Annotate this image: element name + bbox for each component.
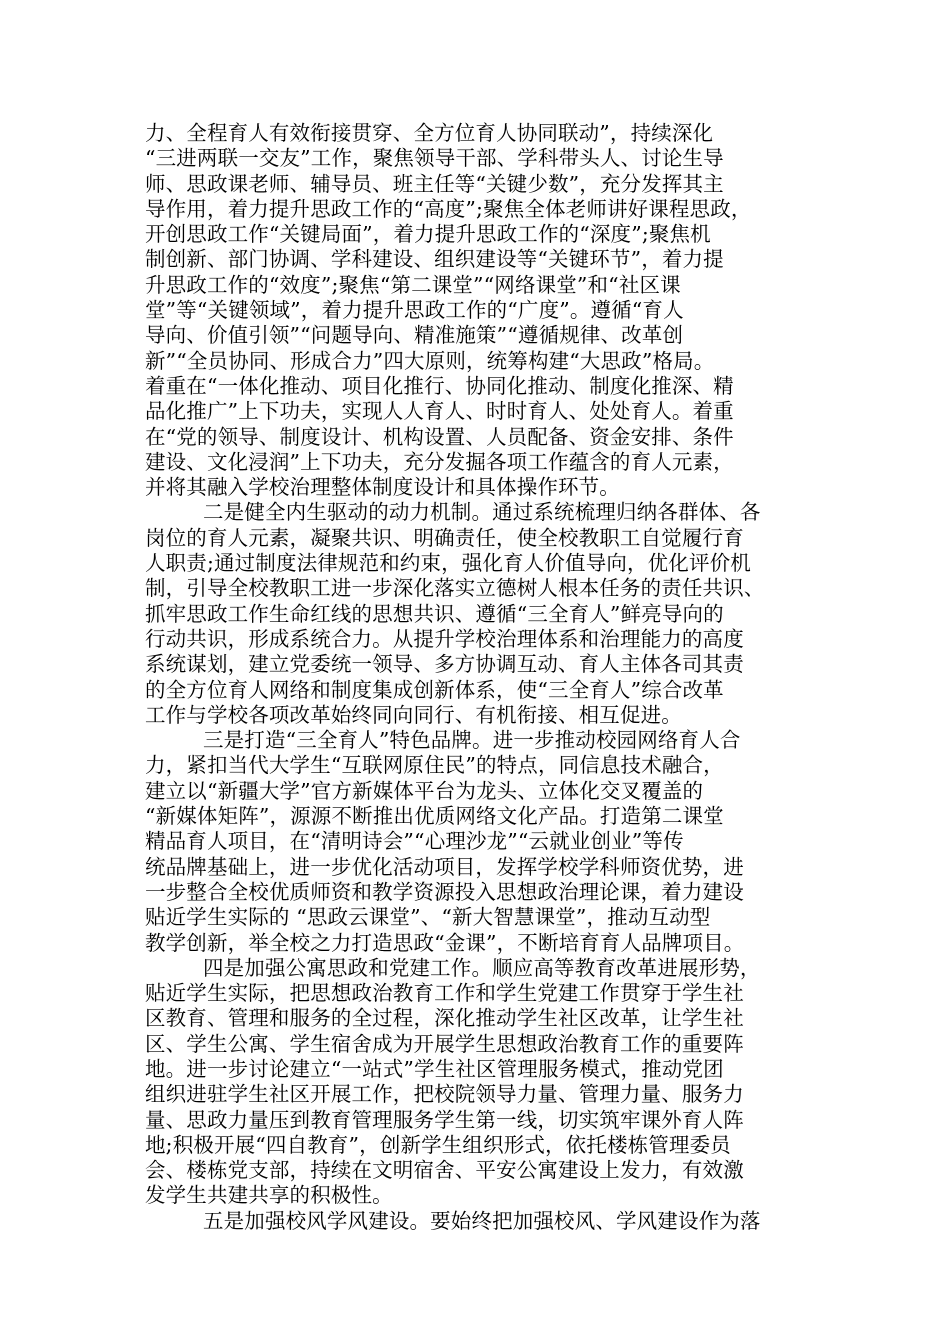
paragraph-start-line: 二是健全内生驱动的动力机制。通过系统梳理归纳各群体、各	[203, 500, 761, 525]
text-line: 制，引导全校教职工进一步深化落实立德树人根本任务的责任共识、	[145, 576, 765, 601]
text-line: 教学创新，举全校之力打造思政“金课”，不断培育育人品牌项目。	[145, 930, 745, 955]
text-line: 升思政工作的“效度”;聚焦“第二课堂”“网络课堂”和“社区课	[145, 272, 681, 297]
text-line: 开创思政工作“关键局面”，着力提升思政工作的“深度”;聚焦机	[145, 222, 711, 247]
paragraph-start-line: 三是打造“三全育人”特色品牌。进一步推动校园网络育人合	[203, 728, 741, 753]
text-line: 精品育人项目，在“清明诗会”“心理沙龙”“云就业创业”等传	[145, 829, 684, 854]
text-line: 力、全程育人有效衔接贯穿、全方位育人协同联动”，持续深化	[145, 121, 714, 145]
text-line: 着重在“一体化推动、项目化推行、协同化推动、制度化推深、精	[145, 373, 734, 398]
text-line: 在“党的领导、制度设计、机构设置、人员配备、资金安排、条件	[145, 424, 734, 449]
text-line: 会、楼栋党支部，持续在文明宿舍、平安公寓建设上发力，有效激	[145, 1158, 744, 1183]
text-line: 并将其融入学校治理整体制度设计和具体操作环节。	[145, 475, 620, 500]
text-line: 建立以“新疆大学”官方新媒体平台为龙头、立体化交叉覆盖的	[145, 778, 704, 803]
text-line: 导向、价值引领”“问题导向、精准施策”“遵循规律、改革创	[145, 323, 684, 348]
text-line: 新”“全员协同、形成合力”四大原则，统筹构建“大思政”格局。	[145, 348, 715, 373]
text-line: 品化推广”上下功夫，实现人人育人、时时育人、处处育人。着重	[145, 399, 734, 424]
text-line: 的全方位育人网络和制度集成创新体系，使“三全育人”综合改革	[145, 677, 724, 702]
document-body	[145, 121, 805, 1234]
text-line: 统品牌基础上，进一步优化活动项目，发挥学校学科师资优势，进	[145, 854, 744, 879]
text-line: 一步整合全校优质师资和教学资源投入思想政治理论课，着力建设	[145, 879, 744, 904]
text-line: 制创新、部门协调、学科建设、组织建设等“关键环节”，着力提	[145, 247, 724, 272]
text-line: 贴近学生实际，把思想政治教育工作和学生党建工作贯穿于学生社	[145, 981, 744, 1006]
text-line: 量、思政力量压到教育管理服务学生第一线，切实筑牢课外育人阵	[145, 1107, 744, 1132]
text-line: 系统谋划，建立党委统一领导、多方协调互动、育人主体各司其责	[145, 652, 744, 677]
text-line: 贴近学生实际的 “思政云课堂”、“新大智慧课堂”，推动互动型	[145, 905, 711, 930]
text-line: 区教育、管理和服务的全过程，深化推动学生社区改革，让学生社	[145, 1006, 744, 1031]
text-line: 力，紧扣当代大学生“互联网原住民”的特点，同信息技术融合，	[145, 753, 724, 778]
text-line: 人职责;通过制度法律规范和约束，强化育人价值导向，优化评价机	[145, 551, 751, 576]
text-line: 堂”等“关键领域”，着力提升思政工作的“广度”。遵循“育人	[145, 298, 684, 323]
text-line: “新媒体矩阵”，源源不断推出优质网络文化产品。打造第二课堂	[145, 804, 724, 829]
text-line: 建设、文化浸润”上下功夫，充分发掘各项工作蕴含的育人元素，	[145, 449, 734, 474]
text-line: “三进两联一交友”工作，聚焦领导干部、学科带头人、讨论生导	[145, 146, 724, 171]
text-line: 地。进一步讨论建立“一站式”学生社区管理服务模式，推动党团	[145, 1056, 724, 1081]
paragraph-start-line: 五是加强校风学风建设。要始终把加强校风、学风建设作为落	[203, 1208, 761, 1233]
text-line: 区、学生公寓、学生宿舍成为开展学生思想政治教育工作的重要阵	[145, 1031, 744, 1056]
text-line: 抓牢思政工作生命红线的思想共识、遵循“三全育人”鲜亮导向的	[145, 601, 724, 626]
text-line: 岗位的育人元素，凝聚共识、明确责任，使全校教职工自觉履行育	[145, 525, 744, 550]
text-line: 地;积极开展“四自教育”，创新学生组织形式，依托楼栋管理委员	[145, 1132, 731, 1157]
text-line: 组织进驻学生社区开展工作，把校院领导力量、管理力量、服务力	[145, 1082, 744, 1107]
text-line: 工作与学校各项改革始终同向同行、有机衔接、相互促进。	[145, 702, 682, 727]
text-line: 行动共识，形成系统合力。从提升学校治理体系和治理能力的高度	[145, 626, 744, 651]
text-line: 发学生共建共享的积极性。	[145, 1183, 393, 1208]
text-line: 导作用，着力提升思政工作的“高度”;聚焦全体老师讲好课程思政，	[145, 196, 752, 221]
paragraph-start-line: 四是加强公寓思政和党建工作。顺应高等教育改革进展形势，	[203, 955, 761, 980]
text-line: 师、思政课老师、辅导员、班主任等“关键少数”，充分发挥其主	[145, 171, 724, 196]
